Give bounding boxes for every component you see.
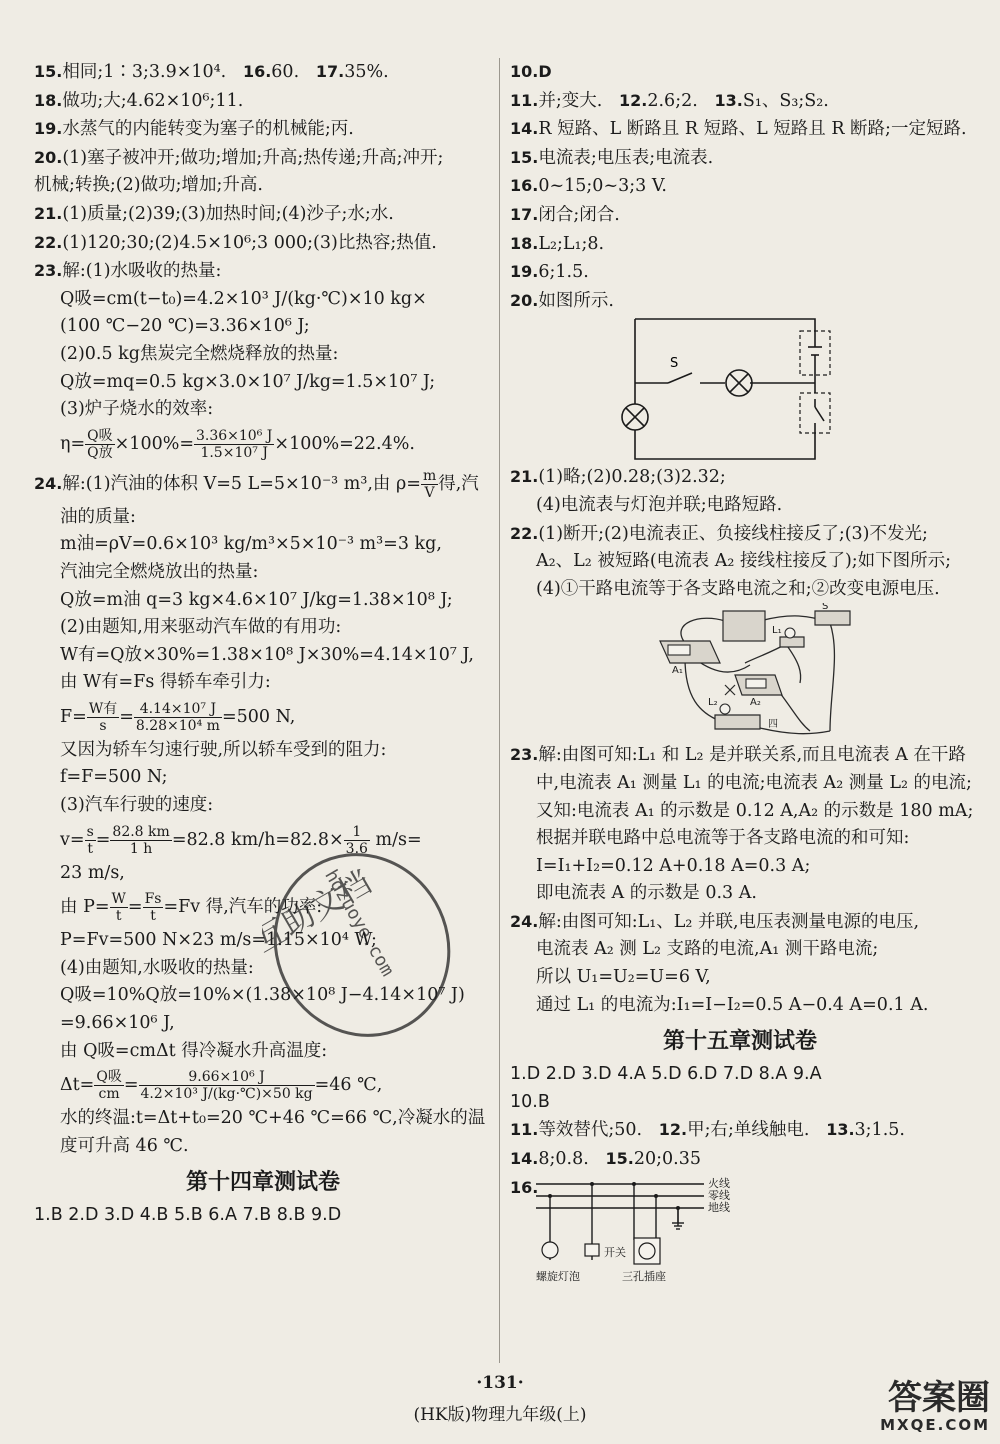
wiring-diagram-16-svg xyxy=(536,1176,746,1292)
chapter-15-answers-2: 10.B xyxy=(510,1091,550,1112)
answer-18: 18.L₂;L₁;8. xyxy=(510,233,605,254)
switch-label: 开关 xyxy=(604,1245,626,1259)
answer-15-17: 15.相同;1∶3;3.9×10⁴. 16.60. 17.35%. xyxy=(34,62,389,82)
answer-24: 24.解:(1)汽油的体积 V=5 L=5×10⁻³ m³,由 ρ= $\frac{m}{V}$ 得,汽 xyxy=(34,467,479,501)
answer-24-line: 汽油完全燃烧放出的热量: xyxy=(60,561,259,582)
logo-text: 答案圈 xyxy=(888,1378,990,1418)
watermark-stamp xyxy=(262,830,472,1054)
answer-24-line: 通过 L₁ 的电流为:I₁=I−I₂=0.5 A−0.4 A=0.1 A. xyxy=(536,994,929,1015)
column-divider xyxy=(499,58,500,1363)
lamp-1-label: L₁ xyxy=(772,625,782,637)
answer-23-line: Q放=mq=0.5 kg×3.0×10⁷ J/kg=1.5×10⁷ J; xyxy=(60,371,436,392)
chapter-15-heading: 第十五章测试卷 xyxy=(662,1029,817,1055)
answer-11-13: 11.并;变大. 12.2.6;2. 13.S₁、S₃;S₂. xyxy=(510,90,829,111)
answer-23-line: (100 ℃−20 ℃)=3.36×10⁶ J; xyxy=(60,316,310,337)
answer-21-cont: (4)电流表与灯泡并联;电路短路. xyxy=(536,494,783,515)
fraction: $\frac{1}{3.6}$ xyxy=(345,823,368,857)
book-title: (HK版)物理九年级(上) xyxy=(413,1405,587,1425)
fraction: $\frac{82.8 km}{1 h}$ xyxy=(112,823,170,857)
answer-24-line: 度可升高 46 ℃. xyxy=(60,1135,189,1156)
answer-23-line: I=I₁+I₂=0.12 A+0.18 A=0.3 A; xyxy=(536,855,811,876)
answer-15: 15.电流表;电压表;电流表. xyxy=(510,147,714,168)
left-column xyxy=(34,58,492,1230)
power-formula: 由 P= $\frac{W}{t}$ = $\frac{Fs}{t}$ =Fv 得,汽车的功率: xyxy=(60,891,323,925)
answer-24-line: f=F=500 N; xyxy=(60,767,168,788)
fraction: $\frac{\text{W有}}{s}$ xyxy=(88,700,118,734)
fraction: $\frac{W}{t}$ xyxy=(111,891,126,925)
marker-label: 四 xyxy=(768,719,778,731)
answer-24-line: 23 m/s, xyxy=(60,862,125,883)
answer-24: 24.解:由图可知:L₁、L₂ 并联,电压表测量电源的电压, xyxy=(510,911,920,932)
speed-formula: v= $\frac{s}{t}$ = $\frac{82.8 km}{1 h}$ =82.8 km/h=82.8× $\frac{1}{3.6}$ m/s= xyxy=(60,823,422,857)
answer-24-line: 电流表 A₂ 测 L₂ 支路的电流,A₁ 测干路电流; xyxy=(536,939,879,960)
answer-23-line: Q吸=cm(t−t₀)=4.2×10³ J/(kg·℃)×10 kg× xyxy=(60,288,427,309)
ammeter-1-label: A₁ xyxy=(672,665,683,677)
answer-24-line: (4)由题知,水吸收的热量: xyxy=(60,957,254,978)
answer-24-line: 又因为轿车匀速行驶,所以轿车受到的阻力: xyxy=(60,739,387,760)
watermark-text: 互助文档 xyxy=(262,862,378,960)
answer-23-line: 又知:电流表 A₁ 的示数是 0.12 A,A₂ 的示数是 180 mA; xyxy=(536,800,974,821)
answer-24-line: m油=ρV=0.6×10³ kg/m³×5×10⁻³ m³=3 kg, xyxy=(60,534,442,555)
answer-10: 10.D xyxy=(510,62,552,81)
answer-22: 22.(1)120;30;(2)4.5×10⁶;3 000;(3)比热容;热值. xyxy=(34,232,437,253)
answer-11-13-b: 11.等效替代;50. 12.甲;右;单线触电. 13.3;1.5. xyxy=(510,1120,905,1141)
force-formula: F= $\frac{\text{W有}}{s}$ = $\frac{\text{4.14×10⁷ J}}{\text{8.28×10⁴ m}}$ =500 N, xyxy=(60,700,296,734)
answer-23-line: 根据并联电路中总电流等于各支路电流的和可知: xyxy=(536,828,910,849)
answer-24-line: Q吸=10%Q放=10%×(1.38×10⁸ J−4.14×10⁷ J) xyxy=(60,985,465,1006)
answer-23-line: 即电流表 A 的示数是 0.3 A. xyxy=(536,883,757,904)
ground-wire-label: 地线 xyxy=(708,1200,730,1214)
switch-label: S xyxy=(670,356,679,372)
chapter-14-answers: 1.B 2.D 3.D 4.B 5.B 6.A 7.B 8.B 9.D xyxy=(34,1205,342,1226)
lamp-2-label: L₂ xyxy=(708,697,718,709)
fraction: $\frac{s}{t}$ xyxy=(86,823,94,857)
answer-24-line: Q放=m油 q=3 kg×4.6×10⁷ J/kg=1.38×10⁸ J; xyxy=(60,589,453,610)
answer-22: 22.(1)断开;(2)电流表正、负接线柱接反了;(3)不发光; xyxy=(510,523,928,544)
answer-19: 19.6;1.5. xyxy=(510,262,589,283)
fraction: $\frac{m}{V}$ xyxy=(422,467,437,501)
answer-24-line: W有=Q放×30%=1.38×10⁸ J×30%=4.14×10⁷ J, xyxy=(60,644,474,665)
answer-24-line: (3)汽车行驶的速度: xyxy=(60,795,214,816)
answer-23: 23.解:(1)水吸收的热量: xyxy=(34,261,222,282)
site-logo xyxy=(880,1380,990,1434)
neutral-wire-label: 零线 xyxy=(708,1188,730,1202)
ammeter-2-label: A₂ xyxy=(750,697,761,709)
logo-url: MXQE.COM xyxy=(880,1416,990,1434)
answer-23-line: (3)炉子烧水的效率: xyxy=(60,399,214,420)
fraction: $\frac{\text{Q吸}}{\text{Q放}}$ xyxy=(87,427,113,461)
circuit-diagram-20 xyxy=(510,315,970,463)
answer-21: 21.(1)质量;(2)39;(3)加热时间;(4)沙子;水;水. xyxy=(34,203,394,224)
answer-19: 19.水蒸气的内能转变为塞子的机械能;丙. xyxy=(34,119,354,140)
answer-23-line: (2)0.5 kg焦炭完全燃烧释放的热量: xyxy=(60,343,339,364)
answer-16: 16.0~15;0~3;3 V. xyxy=(510,176,667,197)
wiring-diagram-22 xyxy=(510,603,970,741)
page-number: ·131· xyxy=(476,1373,524,1393)
watermark-svg xyxy=(262,830,472,1050)
efficiency-formula: η= $\frac{\text{Q吸}}{\text{Q放}}$ ×100%= $\frac{\text{3.36×10⁶ J}}{\text{1.5×10⁷ J}}$ ×100%=22.4%. xyxy=(60,427,415,461)
answer-20: 20.(1)塞子被冲开;做功;增加;升高;热传递;升高;冲开; xyxy=(34,147,444,168)
chapter-14-heading: 第十四章测试卷 xyxy=(185,1170,340,1196)
answer-24-line: 水的终温:t=Δt+t₀=20 ℃+46 ℃=66 ℃,冷凝水的温 xyxy=(60,1108,486,1129)
answer-24-line: 油的质量: xyxy=(60,506,136,527)
answer-17: 17.闭合;闭合. xyxy=(510,204,620,225)
fraction: $\frac{\text{3.36×10⁶ J}}{\text{1.5×10⁷ J}}$ xyxy=(196,427,273,461)
switch-label: S xyxy=(822,603,829,613)
right-column xyxy=(510,58,974,1294)
chapter-15-answers: 1.D 2.D 3.D 4.A 5.D 6.D 7.D 8.A 9.A xyxy=(510,1064,822,1085)
question-number: 16. xyxy=(510,1177,539,1197)
socket-label: 三孔插座 xyxy=(622,1269,666,1283)
answer-23-line: 中,电流表 A₁ 测量 L₁ 的电流;电流表 A₂ 测量 L₂ 的电流; xyxy=(536,772,972,793)
answer-18: 18.做功;大;4.62×10⁶;11. xyxy=(34,90,244,111)
answer-24-line: P=Fv=500 N×23 m/s=1.15×10⁴ W; xyxy=(60,930,377,951)
answer-20-cont: 机械;转换;(2)做功;增加;升高. xyxy=(34,175,263,196)
answer-24-line: 由 W有=Fs 得轿车牵引力: xyxy=(60,672,271,693)
fraction: $\frac{\text{9.66×10⁶ J}}{\text{4.2×10³ J/(kg·℃)×50 kg}}$ xyxy=(140,1069,313,1103)
answer-22-cont: A₂、L₂ 被短路(电流表 A₂ 接线柱接反了);如下图所示; xyxy=(536,551,952,572)
answer-22-cont: (4)①干路电流等于各支路电流之和;②改变电源电压. xyxy=(536,578,940,599)
temperature-formula: Δt= $\frac{\text{Q吸}}{cm}$ = $\frac{\text{9.66×10⁶ J}}{\text{4.2×10³ J/(kg·℃)×50 kg}}$ =46 ℃, xyxy=(60,1069,383,1103)
answer-24-line: 由 Q吸=cmΔt 得冷凝水升高温度: xyxy=(60,1040,328,1061)
wiring-diagram-16 xyxy=(510,1174,970,1294)
answer-23: 23.解:由图可知:L₁ 和 L₂ 是并联关系,而且电流表 A 在干路 xyxy=(510,745,966,766)
answer-14: 14.R 短路、L 断路且 R 短路、L 短路且 R 断路;一定短路. xyxy=(510,119,967,140)
answer-21: 21.(1)略;(2)0.28;(3)2.32; xyxy=(510,467,726,488)
circuit-diagram-20-svg xyxy=(510,315,970,463)
answer-24-line: =9.66×10⁶ J, xyxy=(60,1013,175,1034)
answer-14-15-b: 14.8;0.8. 15.20;0.35 xyxy=(510,1149,701,1170)
fraction: $\frac{\text{Q吸}}{cm}$ xyxy=(96,1069,122,1103)
answer-24-line: 所以 U₁=U₂=U=6 V, xyxy=(536,967,711,988)
bulb-label: 螺旋灯泡 xyxy=(536,1269,580,1283)
fraction: $\frac{\text{4.14×10⁷ J}}{\text{8.28×10⁴ m}}$ xyxy=(135,700,220,734)
answer-24-line: (2)由题知,用来驱动汽车做的有用功: xyxy=(60,617,342,638)
answer-20: 20.如图所示. xyxy=(510,290,614,311)
watermark-url: hdzuoye.com xyxy=(320,866,399,980)
fraction: $\frac{Fs}{t}$ xyxy=(144,891,162,925)
live-wire-label: 火线 xyxy=(708,1176,730,1190)
wiring-diagram-22-svg xyxy=(510,603,970,741)
